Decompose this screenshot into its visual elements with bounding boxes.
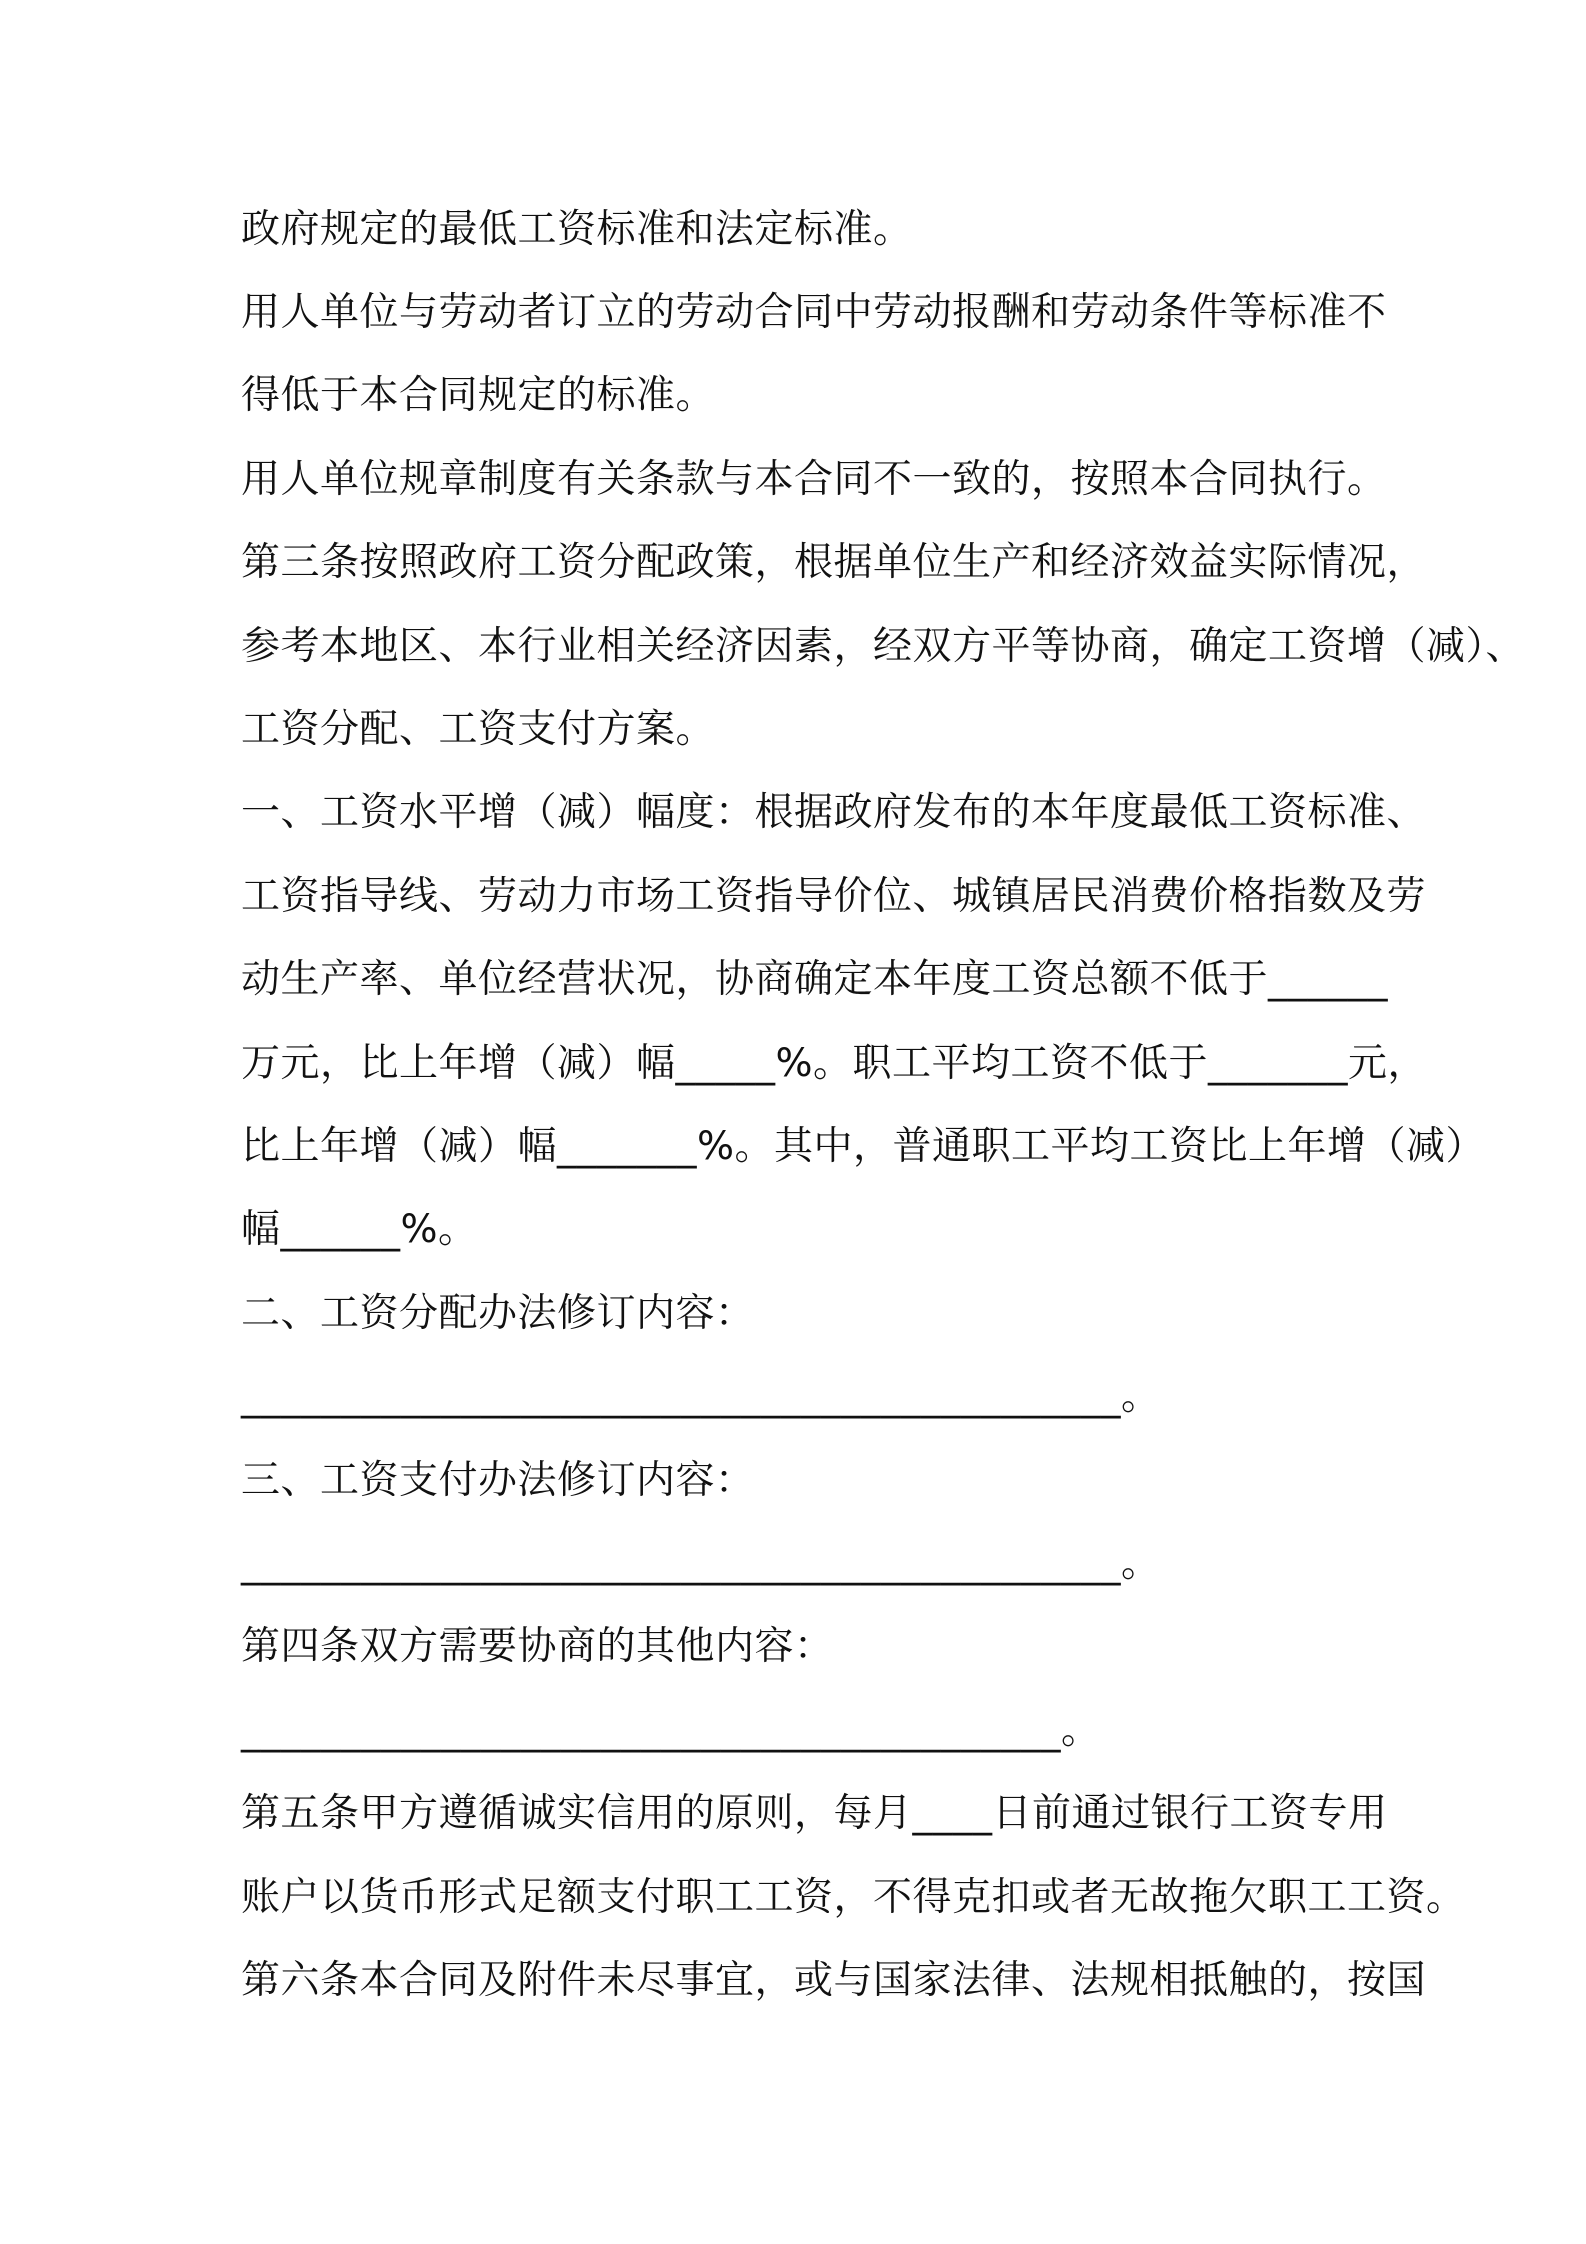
text-line: 工资分配、工资支付方案。 <box>241 707 716 752</box>
text-line: 用人单位规章制度有关条款与本合同不一致的，按照本合同执行。 <box>241 457 1387 502</box>
text-line: 得低于本合同规定的标准。 <box>241 373 716 418</box>
text-line: 第四条双方需要协商的其他内容： <box>241 1624 834 1669</box>
text-line: 政府规定的最低工资标准和法定标准。 <box>241 207 913 252</box>
text-line: 第五条甲方遵循诚实信用的原则，每月____日前通过银行工资专用 <box>241 1791 1388 1836</box>
text-line: 三、工资支付办法修订内容： <box>241 1458 755 1503</box>
text-line: 工资指导线、劳动力市场工资指导价位、城镇居民消费价格指数及劳 <box>241 874 1427 919</box>
blank-fill-line: ____________________________________________。 <box>241 1541 1161 1586</box>
text-line: 用人单位与劳动者订立的劳动合同中劳动报酬和劳动条件等标准不 <box>241 290 1387 335</box>
text-line: 第六条本合同及附件未尽事宜，或与国家法律、法规相抵触的，按国 <box>241 1958 1427 2003</box>
text-line: 账户以货币形式足额支付职工工资，不得克扣或者无故拖欠职工工资。 <box>241 1875 1466 1920</box>
text-line: 幅______%。 <box>241 1207 478 1252</box>
text-line: 动生产率、单位经营状况，协商确定本年度工资总额不低于______ <box>241 957 1389 1002</box>
text-line: 参考本地区、本行业相关经济因素，经双方平等协商，确定工资增（减）、 <box>241 624 1526 669</box>
text-line: 二、工资分配办法修订内容： <box>241 1291 755 1336</box>
text-line: 万元，比上年增（减）幅_____%。职工平均工资不低于_______元， <box>241 1041 1428 1086</box>
text-line: 第三条按照政府工资分配政策，根据单位生产和经济效益实际情况， <box>241 540 1427 585</box>
blank-fill-line: ____________________________________________。 <box>241 1374 1161 1419</box>
blank-fill-line: _________________________________________。 <box>241 1708 1101 1753</box>
text-line: 比上年增（减）幅_______%。其中，普通职工平均工资比上年增（减） <box>241 1124 1486 1169</box>
text-line: 一、工资水平增（减）幅度：根据政府发布的本年度最低工资标准、 <box>241 790 1427 835</box>
